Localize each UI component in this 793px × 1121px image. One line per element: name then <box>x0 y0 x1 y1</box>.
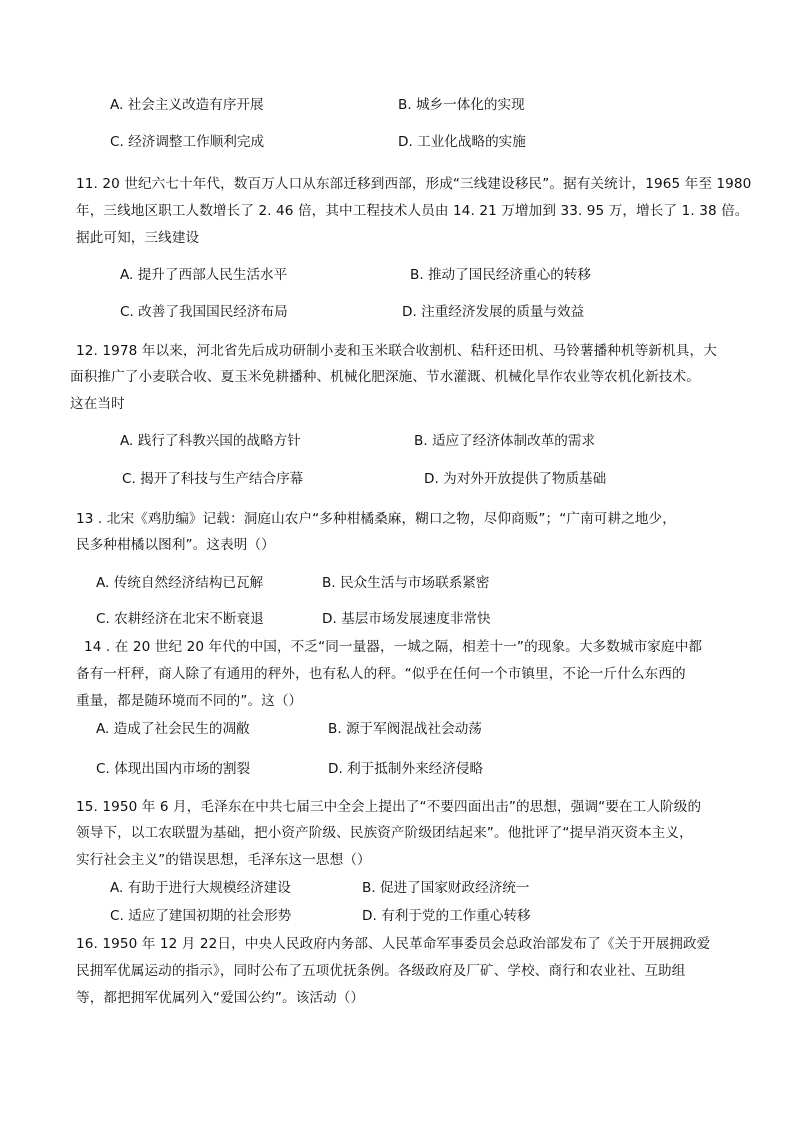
q10-option-b: B. 城乡一体化的实现 <box>398 97 525 113</box>
q12-option-a: A. 践行了科教兴国的战略方针 <box>120 433 301 449</box>
q15-option-a: A. 有助于进行大规模经济建设 <box>110 880 291 896</box>
q11-option-d: D. 注重经济发展的质量与效益 <box>402 304 585 320</box>
q15-option-d: D. 有利于党的工作重心转移 <box>362 908 531 924</box>
q11-option-b: B. 推动了国民经济重心的转移 <box>410 267 592 283</box>
q16-stem-line-2: 民拥军优属运动的指示》，同时公布了五项优抚条例。各级政府及厂矿、学校、商行和农业社、互助组 <box>76 963 686 979</box>
q12-option-b: B. 适应了经济体制改革的需求 <box>414 433 596 449</box>
q14-stem-line-3: 重量，都是随环境而不同的”。这（） <box>76 693 303 709</box>
q10-option-a: A. 社会主义改造有序开展 <box>110 97 264 113</box>
q16-stem-line-1: 16. 1950 年 12 月 22日，中央人民政府内务部、人民革命军事委员会总政治部发布了《关于开展拥政爱 <box>76 936 711 952</box>
q13-option-b: B. 民众生活与市场联系紧密 <box>322 575 490 591</box>
q15-option-b: B. 促进了国家财政经济统一 <box>362 880 530 896</box>
q14-option-d: D. 利于抵制外来经济侵略 <box>328 761 484 777</box>
q15-option-c: C. 适应了建国初期的社会形势 <box>110 908 292 924</box>
q11-stem-line-2: 年，三线地区职工人数增长了 2. 46 倍，其中工程技术人员由 14. 21 万增加到 33. 95 万，增长了 1. 38 倍。 <box>76 203 749 219</box>
q11-option-a: A. 提升了西部人民生活水平 <box>120 267 288 283</box>
q12-option-d: D. 为对外开放提供了物质基础 <box>424 471 607 487</box>
q12-stem-line-3: 这在当时 <box>70 396 125 412</box>
q11-stem-line-3: 据此可知，三线建设 <box>76 230 200 246</box>
q12-stem-line-1: 12. 1978 年以来，河北省先后成功研制小麦和玉米联合收割机、秸秆还田机、马铃薯播种机等新机具，大 <box>76 343 717 359</box>
q16-stem-line-3: 等，都把拥军优属列入“爱国公约”。该活动（） <box>76 990 365 1006</box>
q11-stem-line-1: 11. 20 世纪六七十年代，数百万人口从东部迁移到西部，形成“三线建设移民”。据有关统计，1965 年至 1980 <box>76 176 752 192</box>
q13-option-a: A. 传统自然经济结构已瓦解 <box>96 575 264 591</box>
q10-option-d: D. 工业化战略的实施 <box>398 134 526 150</box>
q12-stem-line-2: 面积推广了小麦联合收、夏玉米免耕播种、机械化肥深施、节水灌溉、机械化旱作农业等农机化新技术。 <box>70 369 700 385</box>
q12-option-c: C. 揭开了科技与生产结合序幕 <box>122 471 304 487</box>
q15-stem-line-3: 实行社会主义”的错误思想，毛泽东这一思想（） <box>76 852 371 868</box>
q14-option-c: C. 体现出国内市场的割裂 <box>96 761 251 777</box>
q14-option-b: B. 源于军阀混战社会动荡 <box>328 721 482 737</box>
q13-option-c: C. 农耕经济在北宋不断衰退 <box>96 611 264 627</box>
q15-stem-line-1: 15. 1950 年 6 月，毛泽东在中共七届三中全会上提出了“不要四面出击”的思想，强调“要在工人阶级的 <box>76 799 702 815</box>
q14-stem-line-2: 备有一杆秤，商人除了有通用的秤外，也有私人的秤。“似乎在任何一个市镇里，不论一斤什么东西的 <box>76 666 686 682</box>
q14-option-a: A. 造成了社会民生的凋敝 <box>96 721 250 737</box>
q10-option-c: C. 经济调整工作顺利完成 <box>110 134 265 150</box>
q13-stem-line-1: 13 . 北宋《鸡肋编》记载：洞庭山农户“多种柑橘桑麻，糊口之物，尽仰商贩”；“广南可耕之地少， <box>76 511 676 527</box>
q11-option-c: C. 改善了我国国民经济布局 <box>120 304 288 320</box>
q14-stem-line-1: 14 . 在 20 世纪 20 年代的中国，不乏“同一量器，一城之隔，相差十一”的现象。大多数城市家庭中都 <box>84 639 703 655</box>
q13-option-d: D. 基层市场发展速度非常快 <box>322 611 491 627</box>
q13-stem-line-2: 民多种柑橘以图利”。这表明（） <box>76 537 275 553</box>
q15-stem-line-2: 领导下，以工农联盟为基础，把小资产阶级、民族资产阶级团结起来”。他批评了“提早消灭资本主义， <box>76 825 693 841</box>
